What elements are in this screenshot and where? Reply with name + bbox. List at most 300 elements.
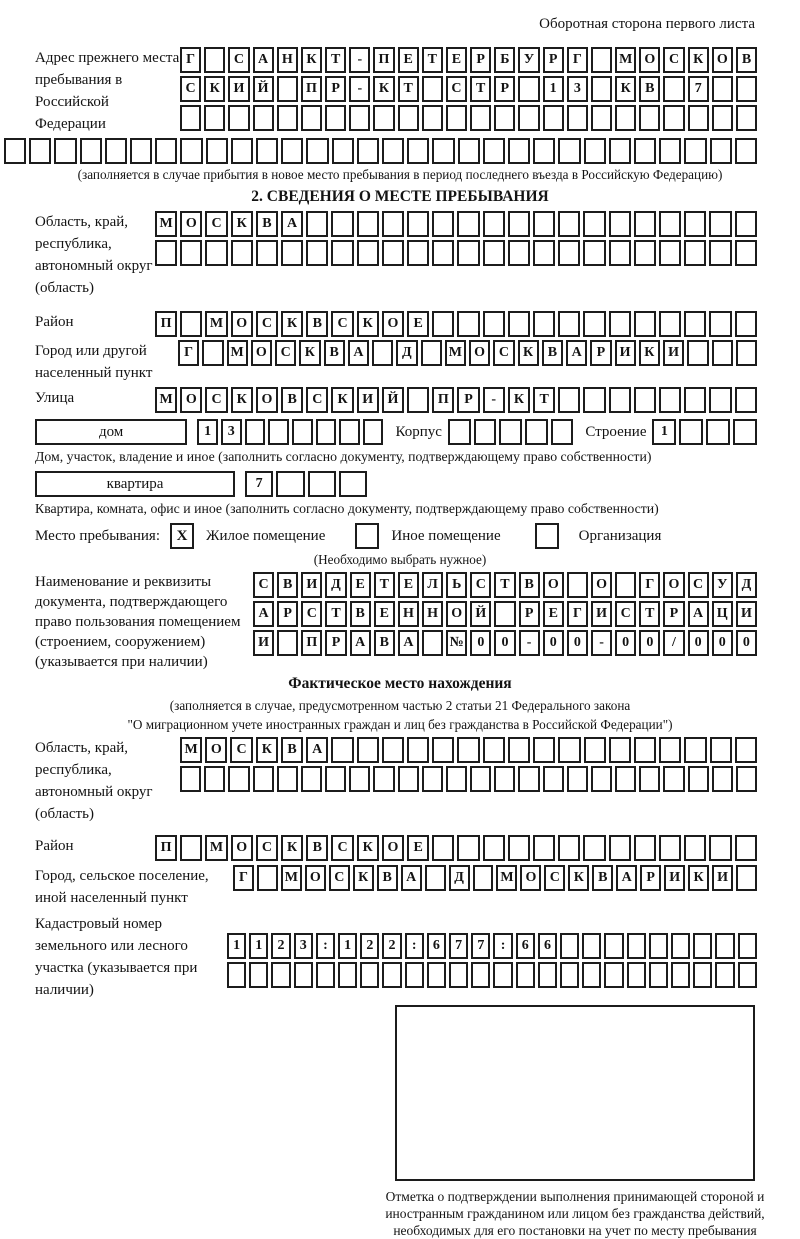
char-cell: [582, 933, 601, 959]
char-cell: [709, 835, 731, 861]
char-cell: 7: [245, 471, 273, 497]
char-cell: [4, 138, 26, 164]
char-cell: А: [348, 340, 369, 366]
char-cell: [206, 138, 228, 164]
char-cell: Н: [422, 601, 443, 627]
char-cell: Е: [407, 311, 429, 337]
char-cell: Н: [398, 601, 419, 627]
char-cell: С: [180, 76, 201, 102]
char-cell: [180, 240, 202, 266]
char-cell: [609, 211, 631, 237]
char-cell: [80, 138, 102, 164]
char-cell: [735, 737, 757, 763]
stay-type-option-other: Иное помещение: [391, 527, 501, 544]
cadastre-row-2: [227, 962, 757, 988]
char-cell: [738, 933, 757, 959]
char-cell: Р: [470, 47, 491, 73]
char-cell: [407, 138, 429, 164]
char-cell: О: [446, 601, 467, 627]
house-number-row: [197, 419, 383, 445]
char-cell: [735, 835, 757, 861]
char-cell: [558, 387, 580, 413]
char-cell: :: [493, 933, 512, 959]
char-cell: [706, 419, 730, 445]
char-cell: [432, 311, 454, 337]
char-cell: [276, 471, 304, 497]
city-field: [35, 340, 757, 384]
char-cell: С: [306, 387, 328, 413]
char-cell: [709, 211, 731, 237]
char-cell: С: [256, 835, 278, 861]
stay-type-option-residential: Жилое помещение: [206, 527, 326, 544]
char-cell: [204, 766, 225, 792]
char-cell: [715, 962, 734, 988]
char-cell: [508, 240, 530, 266]
char-cell: [736, 76, 757, 102]
char-cell: [257, 865, 278, 891]
char-cell: [583, 211, 605, 237]
stroenie-row: [652, 419, 757, 445]
char-cell: [339, 419, 360, 445]
char-cell: П: [155, 311, 177, 337]
region-row-2: [155, 240, 757, 266]
char-cell: О: [639, 47, 660, 73]
document-row-2: [253, 601, 757, 627]
char-cell: [407, 211, 429, 237]
char-cell: О: [180, 211, 202, 237]
char-cell: [583, 311, 605, 337]
char-cell: В: [736, 47, 757, 73]
char-cell: [558, 835, 580, 861]
char-cell: [432, 211, 454, 237]
char-cell: Е: [398, 572, 419, 598]
char-cell: [684, 240, 706, 266]
char-cell: [457, 737, 479, 763]
char-cell: [245, 419, 266, 445]
char-cell: И: [664, 865, 685, 891]
char-cell: С: [663, 47, 684, 73]
char-cell: С: [301, 601, 322, 627]
char-cell: [663, 105, 684, 131]
char-cell: [604, 933, 623, 959]
char-cell: [483, 138, 505, 164]
char-cell: [688, 105, 709, 131]
char-cell: К: [688, 865, 709, 891]
street-label: Улица: [35, 390, 75, 406]
char-cell: С: [493, 340, 514, 366]
char-cell: К: [299, 340, 320, 366]
char-cell: Т: [639, 601, 660, 627]
char-cell: [331, 737, 353, 763]
korpus-label: Корпус: [395, 423, 442, 440]
char-cell: К: [231, 387, 253, 413]
char-cell: 0: [688, 630, 709, 656]
char-cell: Т: [398, 76, 419, 102]
char-cell: С: [615, 601, 636, 627]
char-cell: 1: [652, 419, 676, 445]
char-cell: С: [230, 737, 252, 763]
city-label: Город или другой населенный пункт: [35, 343, 153, 381]
char-cell: Г: [178, 340, 199, 366]
char-cell: Ь: [446, 572, 467, 598]
region-rows: [155, 211, 757, 266]
char-cell: [533, 138, 555, 164]
char-cell: [363, 419, 384, 445]
char-cell: К: [357, 835, 379, 861]
char-cell: К: [508, 387, 530, 413]
char-cell: К: [353, 865, 374, 891]
char-cell: О: [205, 737, 227, 763]
char-cell: /: [663, 630, 684, 656]
char-cell: [332, 138, 354, 164]
char-cell: [331, 211, 353, 237]
document-row-1: [253, 572, 757, 598]
char-cell: [609, 240, 631, 266]
stay-type-field: [35, 523, 757, 549]
char-cell: Е: [350, 572, 371, 598]
char-cell: [634, 240, 656, 266]
char-cell: [493, 962, 512, 988]
char-cell: П: [373, 47, 394, 73]
street-field: [35, 387, 757, 413]
char-cell: [671, 962, 690, 988]
actual-district-label: Район: [35, 838, 74, 854]
char-cell: [432, 835, 454, 861]
char-cell: К: [357, 311, 379, 337]
region-field: [35, 211, 757, 299]
char-cell: А: [566, 340, 587, 366]
char-cell: [421, 340, 442, 366]
char-cell: [533, 737, 555, 763]
char-cell: [735, 138, 757, 164]
char-cell: [357, 737, 379, 763]
char-cell: [659, 211, 681, 237]
char-cell: О: [591, 572, 612, 598]
char-cell: [325, 105, 346, 131]
char-cell: И: [591, 601, 612, 627]
char-cell: [663, 766, 684, 792]
char-cell: [471, 962, 490, 988]
char-cell: [256, 138, 278, 164]
char-cell: 2: [382, 933, 401, 959]
char-cell: [533, 211, 555, 237]
char-cell: [308, 471, 336, 497]
char-cell: М: [445, 340, 466, 366]
char-cell: [736, 105, 757, 131]
char-cell: О: [180, 387, 202, 413]
char-cell: А: [253, 47, 274, 73]
char-cell: М: [496, 865, 517, 891]
stroenie-label: Строение: [585, 423, 647, 440]
char-cell: [301, 105, 322, 131]
char-cell: [292, 419, 313, 445]
char-cell: [268, 419, 289, 445]
char-cell: [281, 240, 303, 266]
char-cell: 1: [543, 76, 564, 102]
char-cell: 1: [227, 933, 246, 959]
char-cell: В: [542, 340, 563, 366]
char-cell: П: [432, 387, 454, 413]
char-cell: [538, 962, 557, 988]
prev-address-rows: [180, 47, 757, 131]
char-cell: О: [231, 835, 253, 861]
char-cell: 7: [471, 933, 490, 959]
char-cell: [457, 211, 479, 237]
char-cell: [679, 419, 703, 445]
char-cell: Й: [253, 76, 274, 102]
char-cell: -: [591, 630, 612, 656]
char-cell: П: [301, 630, 322, 656]
char-cell: К: [568, 865, 589, 891]
char-cell: Г: [567, 47, 588, 73]
char-cell: [316, 419, 337, 445]
actual-location-note-2: "О миграционном учете иностранных граждан и лиц без гражданства в Российской Федерации"): [127, 717, 673, 732]
char-cell: К: [639, 340, 660, 366]
char-cell: [649, 933, 668, 959]
char-cell: [382, 240, 404, 266]
char-cell: [712, 766, 733, 792]
char-cell: [372, 340, 393, 366]
char-cell: [604, 962, 623, 988]
stay-type-label: Место пребывания:: [35, 527, 160, 544]
char-cell: К: [281, 835, 303, 861]
char-cell: В: [374, 630, 395, 656]
char-cell: [663, 76, 684, 102]
char-cell: [639, 766, 660, 792]
char-cell: К: [301, 47, 322, 73]
char-cell: Т: [533, 387, 555, 413]
actual-district-row: [155, 835, 757, 861]
prev-address-field: [35, 47, 757, 135]
char-cell: [736, 340, 757, 366]
korpus-row: [448, 419, 573, 445]
char-cell: [712, 76, 733, 102]
apartment-number-row: [245, 471, 367, 497]
char-cell: [253, 766, 274, 792]
char-cell: [736, 865, 757, 891]
district-row: [155, 311, 757, 337]
char-cell: Т: [470, 76, 491, 102]
char-cell: [687, 340, 708, 366]
char-cell: [446, 766, 467, 792]
char-cell: [301, 766, 322, 792]
char-cell: В: [277, 572, 298, 598]
char-cell: [457, 835, 479, 861]
document-label: Наименование и реквизиты документа, подтверждающего право пользования помещением (строением, сооружением) (указывается при наличии): [35, 574, 241, 670]
cadastre-label: Кадастровый номер земельного или лесного участка (указывается при наличии): [35, 916, 198, 998]
char-cell: [567, 766, 588, 792]
section2-title: 2. СВЕДЕНИЯ О МЕСТЕ ПРЕБЫВАНИЯ: [251, 188, 549, 205]
char-cell: [373, 105, 394, 131]
char-cell: В: [281, 387, 303, 413]
char-cell: [54, 138, 76, 164]
char-cell: [407, 240, 429, 266]
char-cell: [231, 240, 253, 266]
char-cell: О: [520, 865, 541, 891]
char-cell: С: [228, 47, 249, 73]
char-cell: [494, 105, 515, 131]
char-cell: [407, 737, 429, 763]
char-cell: 6: [538, 933, 557, 959]
prev-address-overflow-row: [4, 138, 757, 164]
stay-type-option-organization: Организация: [578, 527, 662, 544]
char-cell: [277, 630, 298, 656]
char-cell: 2: [360, 933, 379, 959]
char-cell: [382, 962, 401, 988]
char-cell: Г: [180, 47, 201, 73]
char-cell: П: [155, 835, 177, 861]
char-cell: Г: [233, 865, 254, 891]
char-cell: [736, 766, 757, 792]
char-cell: [357, 240, 379, 266]
char-cell: К: [331, 387, 353, 413]
char-cell: С: [331, 835, 353, 861]
char-cell: М: [205, 835, 227, 861]
char-cell: [583, 387, 605, 413]
char-cell: [693, 962, 712, 988]
char-cell: [155, 240, 177, 266]
char-cell: [105, 138, 127, 164]
char-cell: А: [350, 630, 371, 656]
char-cell: Т: [374, 572, 395, 598]
char-cell: 0: [567, 630, 588, 656]
char-cell: [591, 105, 612, 131]
char-cell: [202, 340, 223, 366]
char-cell: И: [663, 340, 684, 366]
char-cell: [277, 76, 298, 102]
char-cell: [483, 240, 505, 266]
char-cell: [422, 630, 443, 656]
char-cell: [231, 138, 253, 164]
char-cell: О: [712, 47, 733, 73]
char-cell: [457, 240, 479, 266]
char-cell: Н: [277, 47, 298, 73]
char-cell: [558, 737, 580, 763]
city-row: [178, 340, 757, 366]
char-cell: [518, 76, 539, 102]
char-cell: [567, 105, 588, 131]
char-cell: [634, 387, 656, 413]
actual-region-label: Область, край, республика, автономный округ (область): [35, 740, 153, 822]
char-cell: [228, 766, 249, 792]
char-cell: О: [382, 311, 404, 337]
char-cell: В: [281, 737, 303, 763]
char-cell: Е: [446, 47, 467, 73]
char-cell: [558, 138, 580, 164]
stay-type-checkbox-residential: X: [170, 523, 194, 549]
char-cell: М: [281, 865, 302, 891]
char-cell: [325, 766, 346, 792]
char-cell: 0: [712, 630, 733, 656]
char-cell: [709, 240, 731, 266]
char-cell: Т: [422, 47, 443, 73]
char-cell: К: [231, 211, 253, 237]
char-cell: [738, 962, 757, 988]
prev-address-label: Адрес прежнего места пребывания в Российской Федерации: [35, 50, 180, 132]
char-cell: [316, 962, 335, 988]
char-cell: [425, 865, 446, 891]
char-cell: [584, 737, 606, 763]
char-cell: [615, 766, 636, 792]
actual-city-row: [233, 865, 757, 891]
char-cell: О: [543, 572, 564, 598]
char-cell: Р: [543, 47, 564, 73]
char-cell: Д: [449, 865, 470, 891]
char-cell: Р: [663, 601, 684, 627]
prev-address-row-3: [180, 105, 757, 131]
char-cell: 6: [427, 933, 446, 959]
char-cell: С: [253, 572, 274, 598]
char-cell: [180, 105, 201, 131]
char-cell: :: [316, 933, 335, 959]
char-cell: [338, 962, 357, 988]
region-label: Область, край, республика, автономный округ (область): [35, 214, 153, 296]
actual-city-field: [35, 865, 757, 909]
document-row-3: [253, 630, 757, 656]
char-cell: И: [357, 387, 379, 413]
char-cell: 1: [338, 933, 357, 959]
char-cell: [508, 211, 530, 237]
char-cell: Е: [543, 601, 564, 627]
char-cell: [609, 138, 631, 164]
prev-address-row-2: [180, 76, 757, 102]
char-cell: [609, 737, 631, 763]
char-cell: А: [281, 211, 303, 237]
apartment-box: квартира: [35, 471, 235, 497]
stay-type-checkbox-organization: [535, 523, 559, 549]
char-cell: [470, 766, 491, 792]
stay-type-checkbox-other: [355, 523, 379, 549]
stay-type-note: (Необходимо выбрать нужное): [313, 552, 487, 567]
char-cell: В: [306, 311, 328, 337]
char-cell: [29, 138, 51, 164]
char-cell: Г: [567, 601, 588, 627]
house-field: [35, 419, 757, 445]
char-cell: [567, 572, 588, 598]
char-cell: С: [688, 572, 709, 598]
char-cell: [253, 105, 274, 131]
char-cell: №: [446, 630, 467, 656]
char-cell: [494, 766, 515, 792]
char-cell: [659, 311, 681, 337]
char-cell: [306, 211, 328, 237]
char-cell: 3: [221, 419, 242, 445]
char-cell: К: [256, 737, 278, 763]
char-cell: [458, 138, 480, 164]
char-cell: [551, 419, 574, 445]
char-cell: [634, 138, 656, 164]
char-cell: [227, 962, 246, 988]
char-cell: [649, 962, 668, 988]
district-label: Район: [35, 314, 74, 330]
char-cell: Т: [325, 601, 346, 627]
char-cell: [709, 311, 731, 337]
char-cell: С: [329, 865, 350, 891]
char-cell: [508, 737, 530, 763]
char-cell: В: [377, 865, 398, 891]
char-cell: 7: [449, 933, 468, 959]
char-cell: [382, 737, 404, 763]
char-cell: Р: [277, 601, 298, 627]
char-cell: А: [253, 601, 274, 627]
char-cell: [558, 240, 580, 266]
document-field: [35, 572, 757, 672]
char-cell: Р: [325, 630, 346, 656]
char-cell: В: [256, 211, 278, 237]
actual-location-title: Фактическое место нахождения: [288, 675, 512, 692]
char-cell: М: [155, 387, 177, 413]
char-cell: 7: [688, 76, 709, 102]
